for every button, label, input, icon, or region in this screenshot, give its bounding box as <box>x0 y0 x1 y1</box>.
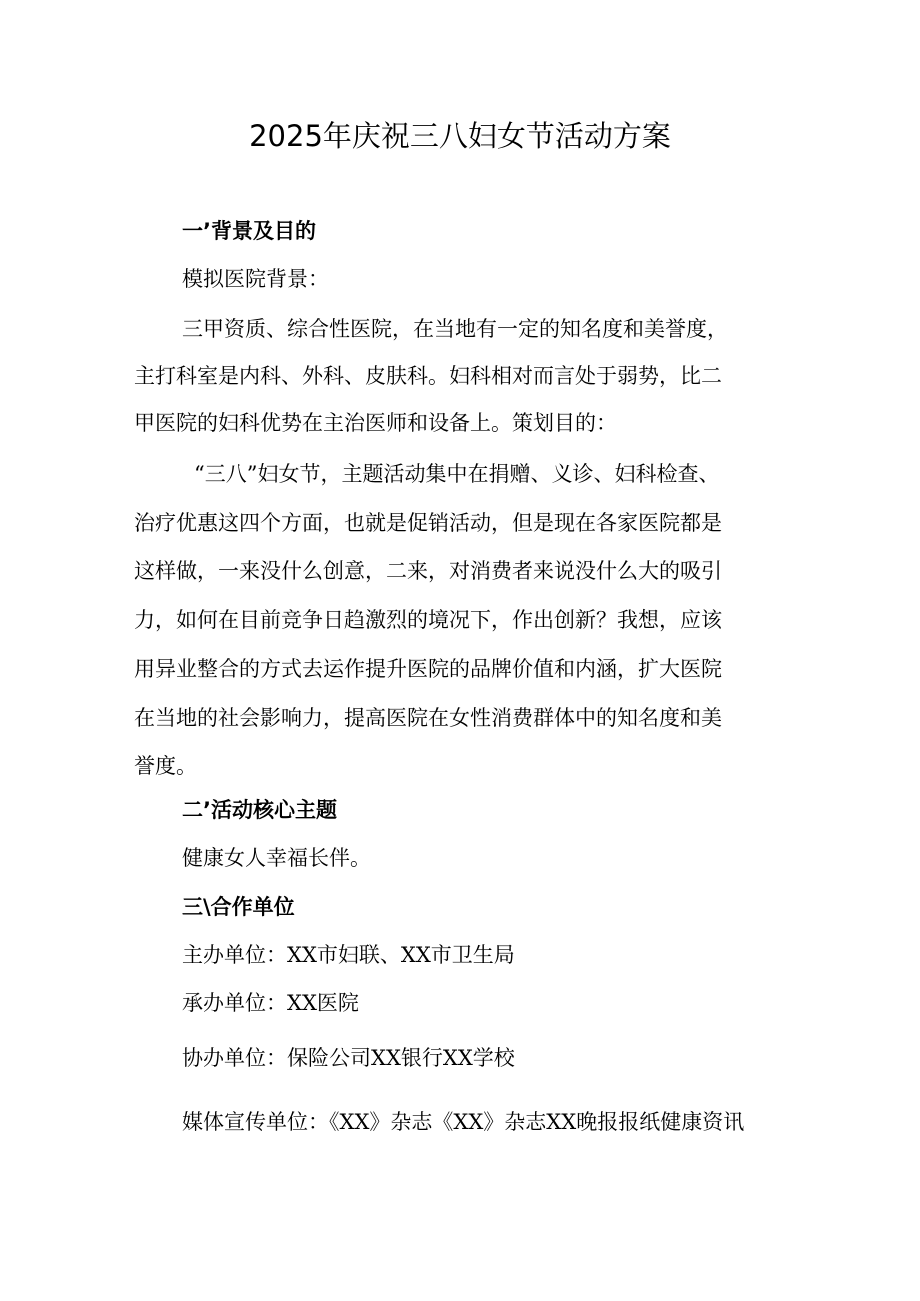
paragraph-line: 用异业整合的方式去运作提升医院的品牌价值和内涵，扩大医院 <box>134 656 722 681</box>
paragraph-line: 这样做，一来没什么创意，二来，对消费者来说没什么大的吸引 <box>134 559 722 584</box>
section1-subheading: 模拟医院背景： <box>182 267 329 291</box>
paragraph-line: 甲医院的妇科优势在主治医师和设备上。策划目的： <box>134 411 617 435</box>
paragraph-line: 主打科室是内科、外科、皮肤科。妇科相对而言处于弱势，比二 <box>134 364 722 388</box>
media-units: 媒体宣传单位：《XX》杂志《XX》杂志XX晚报报纸健康资讯 <box>182 1110 745 1134</box>
document-title: 2025年庆祝三八妇女节活动方案 <box>249 119 671 153</box>
co-organizer-units: 协办单位：保险公司XX银行XX学校 <box>182 1046 515 1070</box>
section3-heading: 三\合作单位 <box>182 895 295 919</box>
paragraph-line: “三八”妇女节，主题活动集中在捐赠、义诊、妇科检查、 <box>194 462 720 486</box>
paragraph-line: 三甲资质、综合性医院，在当地有一定的知名度和美誉度， <box>182 317 728 341</box>
organizer-unit: 承办单位：XX医院 <box>182 991 359 1015</box>
paragraph-line: 在当地的社会影响力，提高医院在女性消费群体中的知名度和美 <box>134 705 722 730</box>
section1-heading: 一’背景及目的 <box>182 219 316 243</box>
section2-heading: 二’活动核心主题 <box>182 798 337 822</box>
paragraph-line: 誉度。 <box>134 754 197 779</box>
section1-paragraph-2 <box>134 450 794 791</box>
host-units: 主办单位：XX市妇联、XX市卫生局 <box>182 943 515 967</box>
section2-theme: 健康女人幸福长伴。 <box>182 846 371 870</box>
paragraph-line: 治疗优惠这四个方面，也就是促销活动，但是现在各家医院都是 <box>134 510 722 535</box>
section1-paragraph-1 <box>134 306 794 447</box>
paragraph-line: 力，如何在目前竞争日趋激烈的境况下，作出创新？我想，应该 <box>134 608 722 633</box>
